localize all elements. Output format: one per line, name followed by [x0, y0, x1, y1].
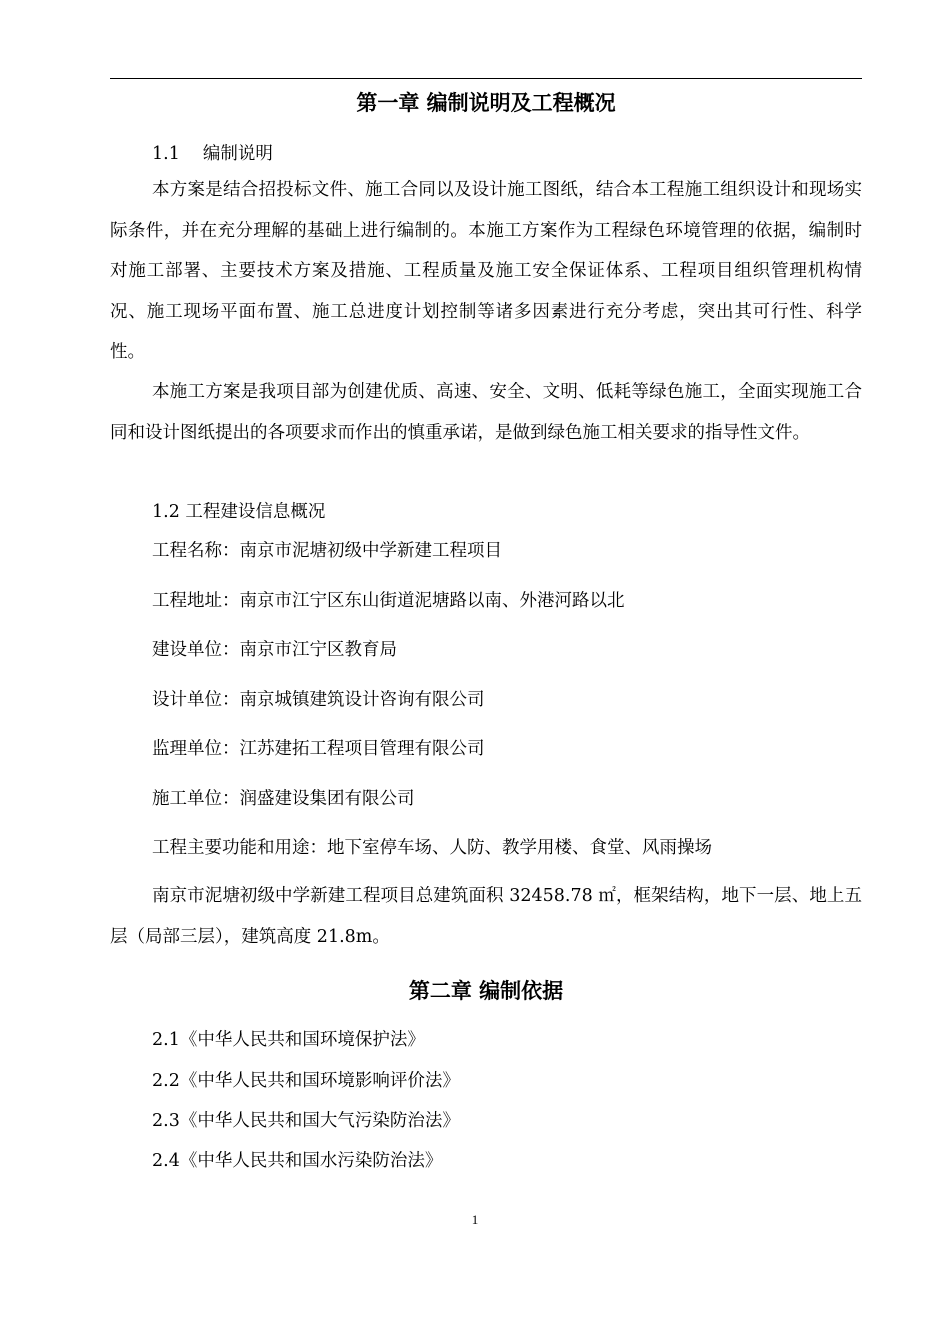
info-project-address: 工程地址：南京市江宁区东山街道泥塘路以南、外港河路以北 — [152, 591, 625, 611]
chapter-1-title: 第一章 编制说明及工程概况 — [356, 91, 616, 115]
header-rule — [110, 78, 862, 79]
info-contractor: 施工单位：润盛建设集团有限公司 — [152, 789, 415, 809]
section-1-2-heading: 1.2 工程建设信息概况 — [152, 502, 326, 522]
info-project-name: 工程名称：南京市泥塘初级中学新建工程项目 — [152, 541, 502, 561]
chapter-2-title: 第二章 编制依据 — [408, 979, 564, 1003]
info-supervisor: 监理单位：江苏建拓工程项目管理有限公司 — [152, 739, 485, 759]
paragraph-3: 南京市泥塘初级中学新建工程项目总建筑面积 32458.78 ㎡，框架结构，地下一层、地上五层（局部三层），建筑高度 21.8m。 — [110, 886, 862, 947]
basis-item-2-1: 2.1《中华人民共和国环境保护法》 — [152, 1030, 425, 1050]
info-owner: 建设单位：南京市江宁区教育局 — [152, 640, 397, 660]
section-1-1-heading: 1.1 编制说明 — [152, 144, 273, 164]
paragraph-2: 本施工方案是我项目部为创建优质、高速、安全、文明、低耗等绿色施工，全面实现施工合同和设计图纸提出的各项要求而作出的慎重承诺，是做到绿色施工相关要求的指导性文件。 — [110, 382, 862, 443]
info-designer: 设计单位：南京城镇建筑设计咨询有限公司 — [152, 690, 485, 710]
basis-item-2-3: 2.3《中华人民共和国大气污染防治法》 — [152, 1111, 460, 1131]
paragraph-1: 本方案是结合招投标文件、施工合同以及设计施工图纸，结合本工程施工组织设计和现场实际条件，并在充分理解的基础上进行编制的。本施工方案作为工程绿色环境管理的依据，编制时对施工部署、主要技术方案及措施、工程质量及施工安全保证体系、工程项目组织管理机构情况、施工现场平面布置、施工总进度计划控制等诸多因素进行充分考虑，突出其可行性、科学性。 — [110, 180, 862, 362]
basis-item-2-4: 2.4《中华人民共和国水污染防治法》 — [152, 1151, 443, 1171]
basis-item-2-2: 2.2《中华人民共和国环境影响评价法》 — [152, 1071, 460, 1091]
page-number: 1 — [471, 1212, 479, 1227]
info-function: 工程主要功能和用途：地下室停车场、人防、教学用楼、食堂、风雨操场 — [152, 838, 712, 858]
